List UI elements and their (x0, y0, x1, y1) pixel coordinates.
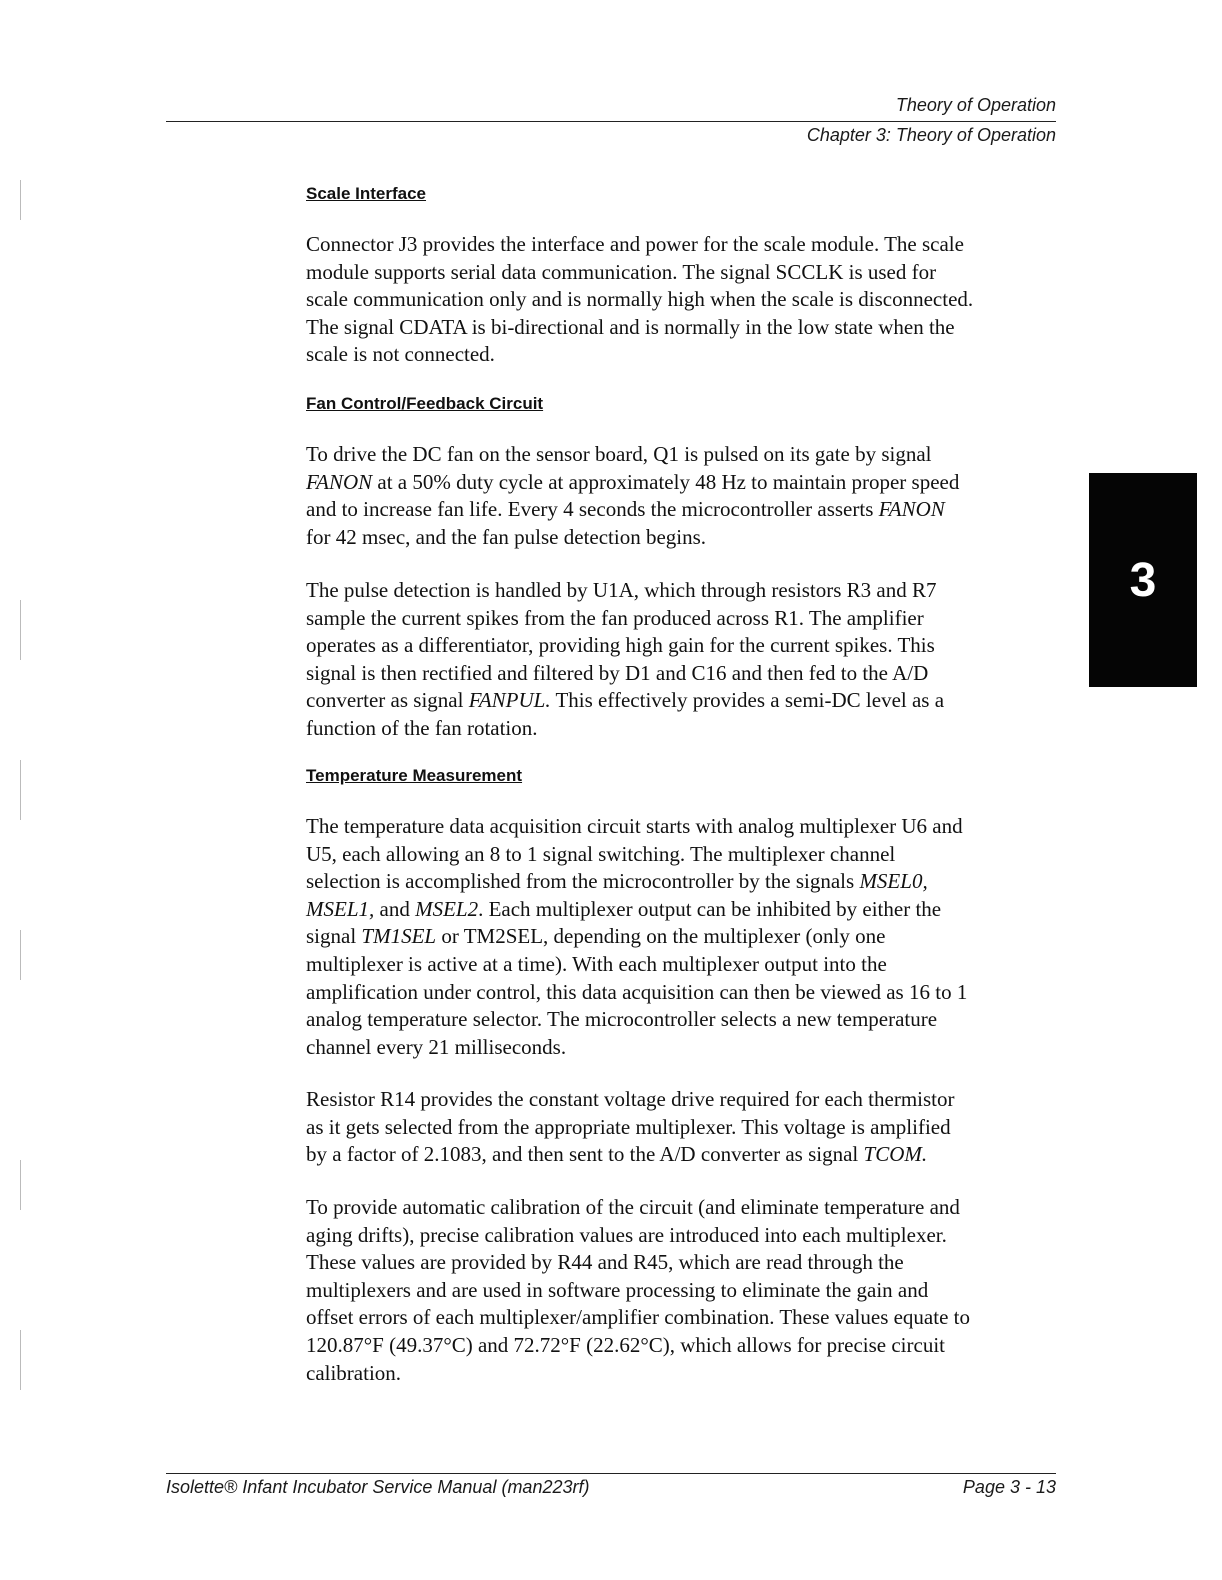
footer-page-number: Page 3 - 13 (962, 1477, 1056, 1497)
text-line: To provide automatic calibration of the circuit (and eliminate temperature and (306, 1195, 960, 1219)
paragraph-fan-1 (306, 441, 1066, 551)
margin-mark (20, 930, 21, 980)
signal-name: MSEL2 (415, 896, 479, 921)
text-line: calibration. (306, 1360, 402, 1385)
heading-temperature-measurement: Temperature Measurement (306, 766, 523, 785)
signal-name: MSEL0, (859, 869, 928, 894)
signal-name: FANPUL. (468, 688, 551, 713)
text-run: or TM2SEL, depending on the multiplexer (only one (436, 924, 886, 949)
chapter-tab (1089, 473, 1197, 687)
margin-mark (20, 1160, 21, 1210)
text-line: The temperature data acquisition circuit starts with analog multiplexer U6 and (306, 814, 963, 838)
running-header-section: Theory of Operation (895, 95, 1056, 115)
text-line: analog temperature selector. The microcontroller selects a new temperature (306, 1007, 938, 1032)
text-run: and (374, 896, 416, 921)
paragraph-temp-3 (306, 1194, 1066, 1387)
signal-name: MSEL1, (306, 896, 375, 921)
footer-manual-title: Isolette® Infant Incubator Service Manual (man223rf) (166, 1477, 590, 1497)
heading-fan-control: Fan Control/Feedback Circuit (306, 394, 544, 413)
paragraph-temp-2 (306, 1086, 1066, 1169)
paragraph-scale (306, 231, 1066, 369)
text-line: The signal CDATA is bi-directional and is normally in the low state when the (306, 314, 955, 339)
text-line: U5, each allowing an 8 to 1 signal switching. The multiplexer channel (306, 841, 896, 866)
text-line (306, 868, 1066, 896)
text-line (306, 469, 1066, 497)
text-line: aging drifts), precise calibration values are introduced into each multiplexer. (306, 1222, 947, 1247)
paragraph-fan-2 (306, 577, 1066, 743)
text-run: and to increase fan life. Every 4 seconds the microcontroller asserts (306, 497, 879, 522)
text-line: channel every 21 milliseconds. (306, 1034, 567, 1059)
text-run: at a 50% duty cycle at approximately 48 Hz to maintain proper speed (372, 469, 960, 494)
text-line: signal is then rectified and filtered by D1 and C16 and then fed to the A/D (306, 660, 929, 685)
text-line: amplification under control, this data acquisition can then be viewed as 16 to 1 (306, 979, 968, 1004)
text-line: scale is not connected. (306, 342, 495, 367)
text-line: operates as a differentiator, providing high gain for the current spikes. This (306, 633, 935, 658)
text-line: offset errors of each multiplexer/amplifier combination. These values equate to (306, 1305, 970, 1330)
text-line: module supports serial data communication. The signal SCCLK is used for (306, 259, 937, 284)
text-run: This effectively provides a semi-DC level as a (550, 688, 945, 713)
text-run: selection is accomplished from the microcontroller by the signals (306, 869, 860, 894)
signal-name: TCOM. (863, 1142, 928, 1167)
text-line: scale communication only and is normally high when the scale is disconnected. (306, 287, 974, 312)
text-run: by a factor of 2.1083, and then sent to the A/D converter as signal (306, 1142, 864, 1167)
text-line (306, 1141, 1066, 1169)
chapter-tab-number: 3 (1129, 553, 1157, 607)
text-line: These values are provided by R44 and R45, which are read through the (306, 1250, 904, 1275)
text-line: sample the current spikes from the fan produced across R1. The amplifier (306, 605, 924, 630)
margin-mark (20, 180, 21, 220)
text-line (306, 923, 1066, 951)
signal-name: FANON (878, 497, 945, 522)
signal-name: FANON (306, 469, 373, 494)
margin-mark (20, 760, 21, 820)
footer-rule (166, 1473, 1056, 1474)
heading-scale-interface: Scale Interface (306, 184, 427, 203)
text-run: converter as signal (306, 688, 469, 713)
text-line: To drive the DC fan on the sensor board, Q1 is pulsed on its gate by signal (306, 442, 932, 466)
text-line: multiplexer is active at a time). With each multiplexer output into the (306, 951, 887, 976)
text-line: 120.87°F (49.37°C) and 72.72°F (22.62°C), which allows for precise circuit (306, 1332, 945, 1357)
text-line (306, 896, 1066, 924)
text-line: Resistor R14 provides the constant voltage drive required for each thermistor (306, 1087, 955, 1111)
margin-mark (20, 600, 21, 660)
paragraph-temp-1 (306, 813, 1066, 1061)
text-line: Connector J3 provides the interface and power for the scale module. The scale (306, 232, 964, 256)
text-line: for 42 msec, and the fan pulse detection begins. (306, 524, 707, 549)
header-rule (166, 121, 1056, 122)
text-line (306, 687, 1066, 715)
text-line (306, 496, 1066, 524)
text-run: . Each multiplexer output can be inhibited by either the (478, 896, 942, 921)
running-header-chapter: Chapter 3: Theory of Operation (806, 125, 1056, 145)
text-line: multiplexers and are used in software processing to eliminate the gain and (306, 1277, 929, 1302)
margin-mark (20, 1330, 21, 1390)
text-run: signal (306, 924, 362, 949)
signal-name: TM1SEL (361, 924, 437, 949)
text-line: as it gets selected from the appropriate multiplexer. This voltage is amplified (306, 1114, 951, 1139)
text-line: function of the fan rotation. (306, 715, 538, 740)
text-line: The pulse detection is handled by U1A, which through resistors R3 and R7 (306, 578, 937, 602)
